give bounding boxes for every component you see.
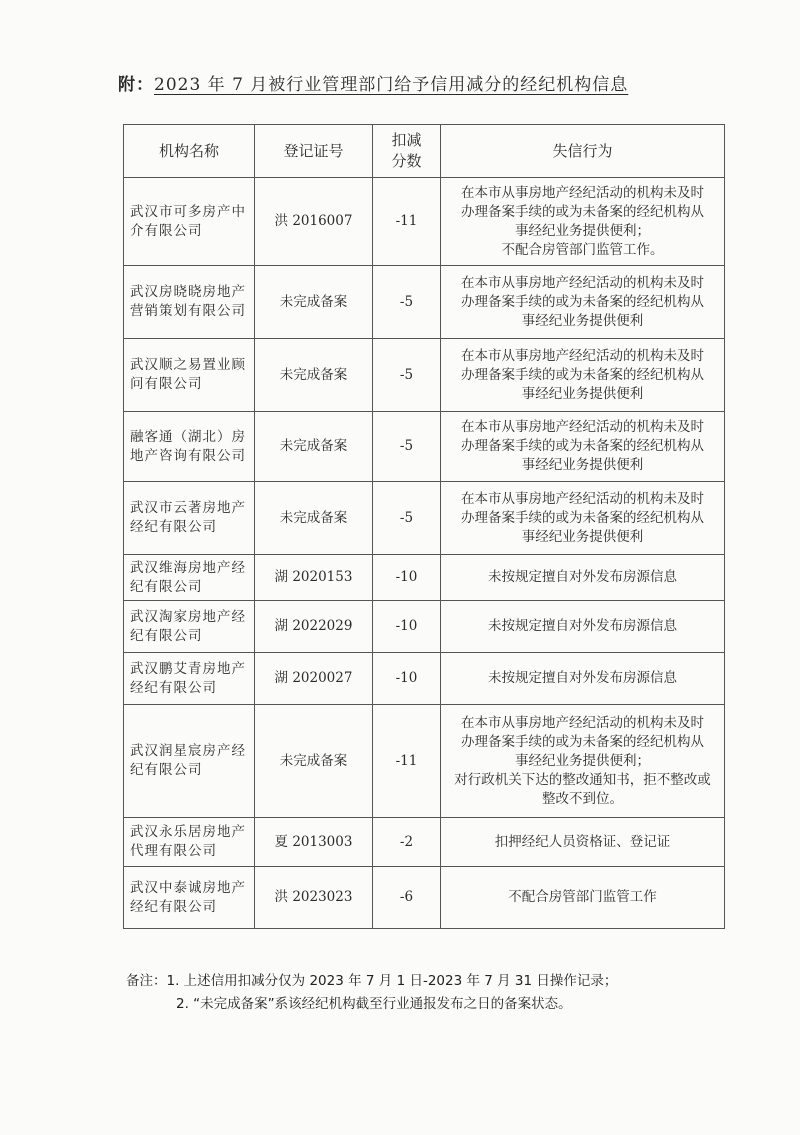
table-row [124,705,725,818]
notes-label: 备注： [126,973,167,989]
registration-number: 未完成备案 [255,482,373,555]
deduction-score: -5 [373,412,441,482]
violation-line: 在本市从事房地产经纪活动的机构未及时 [461,184,704,201]
document-title [118,70,628,95]
agency-name: 武汉永乐居房地产代理有限公司 [124,818,255,867]
table-row [124,339,725,412]
violation-line: 整改不到位。 [542,790,623,807]
agency-name: 武汉淘家房地产经纪有限公司 [124,601,255,653]
agency-name: 武汉市可多房产中介有限公司 [124,178,255,266]
violation-behavior [441,705,725,818]
violation-line: 在本市从事房地产经纪活动的机构未及时 [461,274,704,291]
agency-name: 武汉顺之易置业顾问有限公司 [124,339,255,412]
note-line-2: 2. “未完成备案”系该经纪机构截至行业通报发布之日的备案状态。 [176,996,572,1012]
violation-line: 未按规定擅自对外发布房源信息 [488,618,677,634]
violation-line: 事经纪业务提供便利 [521,385,644,402]
note-line-1: 备注：1. 上述信用扣减分仅为 2023 年 7 月 1 日-2023 年 7 月 31 日操作记录； [126,973,618,989]
table-row [124,555,725,601]
agency-name: 融客通（湖北）房地产咨询有限公司 [124,412,255,482]
violation-behavior [441,653,725,705]
table-row [124,818,725,867]
table-row [124,412,725,482]
violation-behavior [441,818,725,867]
agency-name: 武汉市云著房地产经纪有限公司 [124,482,255,555]
violation-line: 不配合房管部门监管工作 [508,889,657,905]
violation-line: 办理备案手续的或为未备案的经纪机构从 [461,438,704,454]
header-score-line2: 分数 [391,152,422,170]
violation-line: 事经纪业务提供便利 [521,528,644,545]
registration-number: 洪 2016007 [255,178,373,266]
registration-number: 未完成备案 [255,339,373,412]
agency-name: 武汉维海房地产经纪有限公司 [124,555,255,601]
deduction-score: -10 [373,601,441,653]
violation-line: 事经纪业务提供便利； [515,222,650,239]
violation-line: 对行政机关下达的整改通知书，拒不整改或 [454,771,711,788]
deduction-score: -2 [373,818,441,867]
notes [126,970,617,1016]
registration-number: 湖 2022029 [255,601,373,653]
registration-number: 湖 2020153 [255,555,373,601]
header-name: 机构名称 [124,125,255,178]
violation-line: 未按规定擅自对外发布房源信息 [488,569,677,585]
violation-behavior [441,266,725,339]
violation-behavior [441,412,725,482]
violation-line: 不配合房管部门监管工作。 [501,241,664,258]
table-row [124,266,725,339]
deduction-score: -5 [373,482,441,555]
deduction-score: -11 [373,178,441,266]
violation-line: 在本市从事房地产经纪活动的机构未及时 [461,714,704,731]
deduction-score: -10 [373,555,441,601]
registration-number: 夏 2013003 [255,818,373,867]
violation-behavior [441,555,725,601]
deduction-score: -6 [373,867,441,929]
violation-line: 在本市从事房地产经纪活动的机构未及时 [461,419,704,435]
deduction-score: -5 [373,339,441,412]
header-score-line1: 扣减 [391,131,422,149]
table-header-row [124,125,725,178]
deduction-score: -11 [373,705,441,818]
violation-behavior [441,867,725,929]
violation-behavior [441,178,725,266]
table-row [124,482,725,555]
agency-name: 武汉润星宸房产经纪有限公司 [124,705,255,818]
deduction-score: -10 [373,653,441,705]
title-text: 2023 年 7 月被行业管理部门给予信用减分的经纪机构信息 [154,75,629,95]
violation-line: 办理备案手续的或为未备案的经纪机构从 [461,293,704,310]
header-score [373,125,441,178]
registration-number: 湖 2020027 [255,653,373,705]
registration-number: 未完成备案 [255,266,373,339]
violation-behavior [441,601,725,653]
violation-behavior [441,339,725,412]
violation-line: 在本市从事房地产经纪活动的机构未及时 [461,347,704,364]
violation-line: 事经纪业务提供便利 [521,312,644,329]
violation-behavior [441,482,725,555]
violation-line: 办理备案手续的或为未备案的经纪机构从 [461,366,704,383]
violation-line: 未按规定擅自对外发布房源信息 [488,670,677,686]
violation-line: 扣押经纪人员资格证、登记证 [494,833,671,850]
credit-deduction-table [123,124,725,929]
table-row [124,601,725,653]
table-row [124,867,725,929]
header-behavior: 失信行为 [441,125,725,178]
violation-line: 在本市从事房地产经纪活动的机构未及时 [461,490,704,507]
agency-name: 武汉鹏艾青房地产经纪有限公司 [124,653,255,705]
header-reg: 登记证号 [255,125,373,178]
violation-line: 办理备案手续的或为未备案的经纪机构从 [461,203,704,220]
violation-line: 事经纪业务提供便利 [521,457,644,473]
registration-number: 未完成备案 [255,705,373,818]
registration-number: 洪 2023023 [255,867,373,929]
title-prefix: 附： [118,75,154,95]
violation-line: 事经纪业务提供便利； [515,752,650,769]
violation-line: 办理备案手续的或为未备案的经纪机构从 [461,733,704,750]
table-row [124,178,725,266]
table-row [124,653,725,705]
agency-name: 武汉中泰诚房地产经纪有限公司 [124,867,255,929]
violation-line: 办理备案手续的或为未备案的经纪机构从 [461,509,704,526]
agency-name: 武汉房晓晓房地产营销策划有限公司 [124,266,255,339]
deduction-score: -5 [373,266,441,339]
registration-number: 未完成备案 [255,412,373,482]
